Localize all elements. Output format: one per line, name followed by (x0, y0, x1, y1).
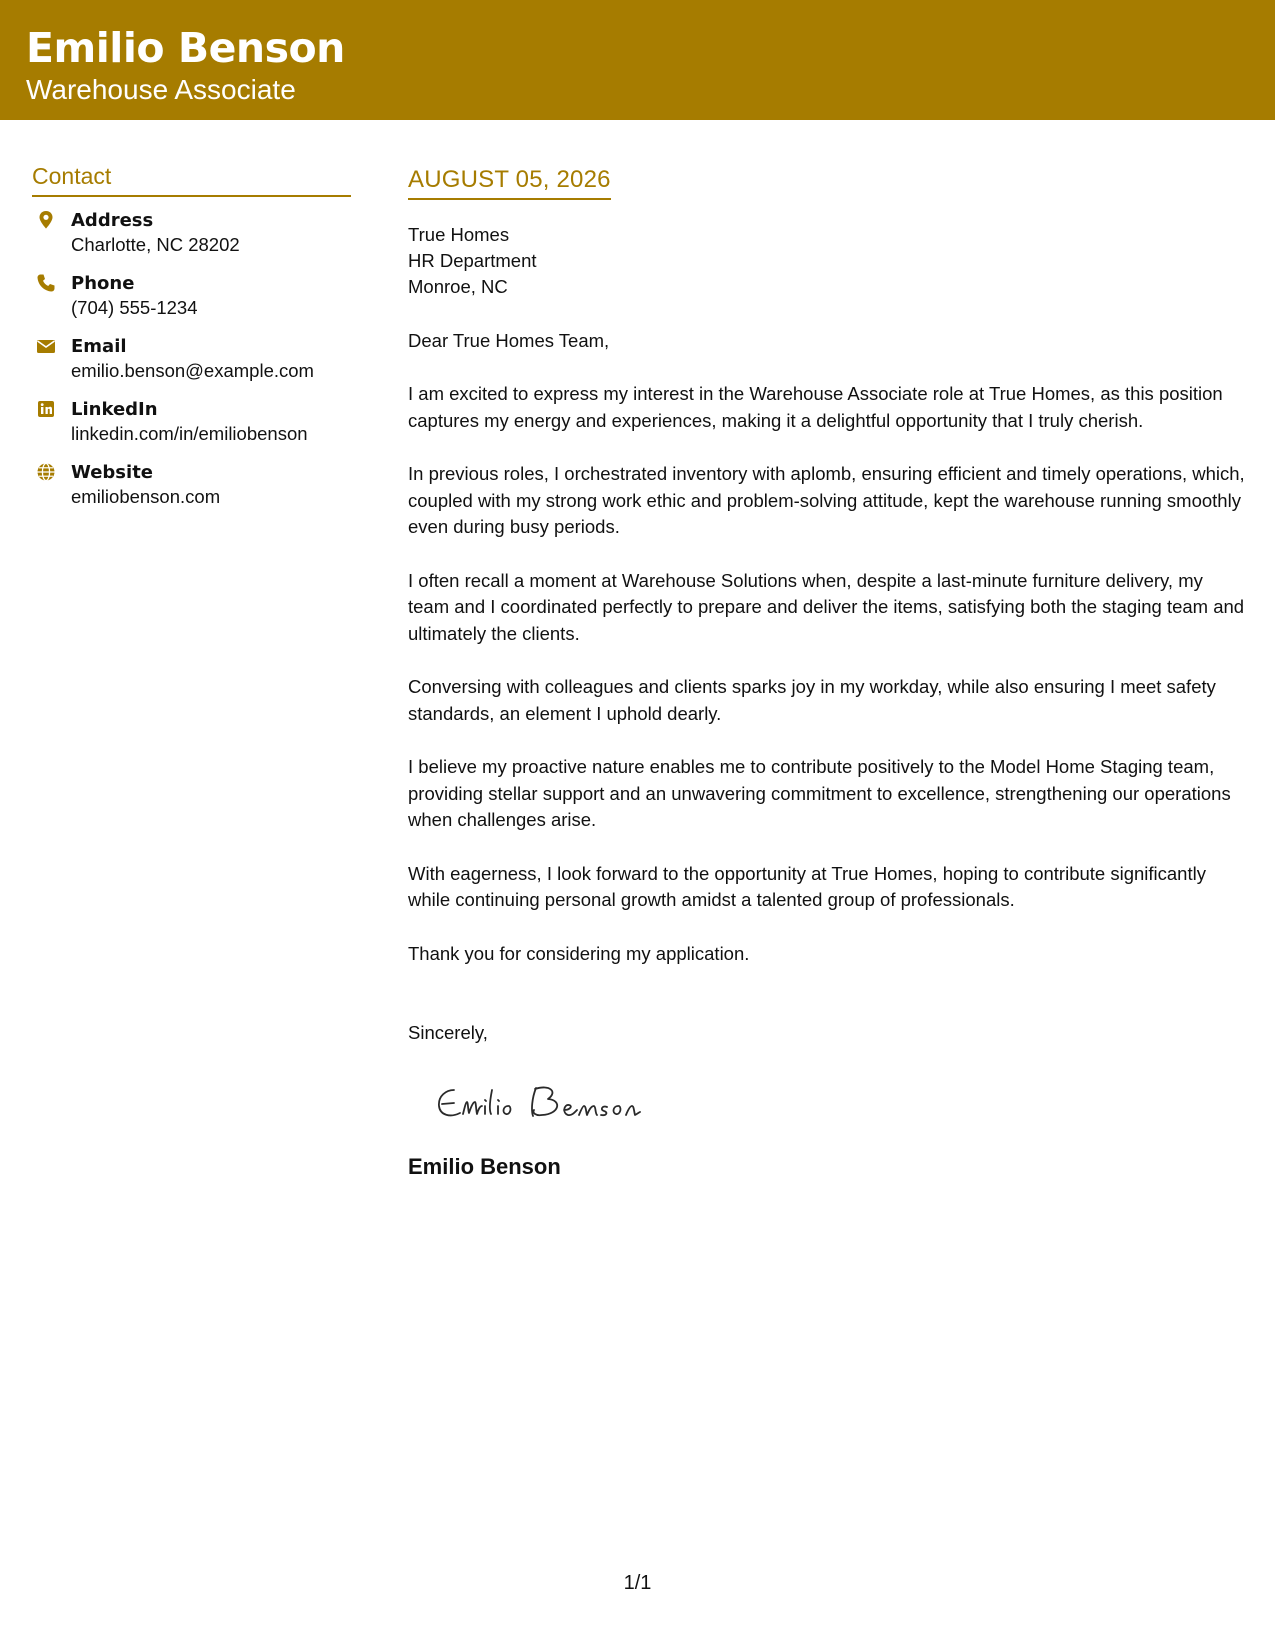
contact-item-linkedin (32, 398, 351, 461)
letter-paragraph: Conversing with colleagues and clients sparks joy in my workday, while also ensuring I meet safety standards, an element I uphold dearly. (408, 676, 1216, 724)
linkedin-icon (36, 399, 56, 419)
contact-label: Address (71, 210, 154, 231)
letter-date: AUGUST 05, 2026 (408, 166, 611, 200)
contact-item-website (32, 461, 351, 524)
job-title: Warehouse Associate (26, 74, 296, 105)
contact-item-email (32, 335, 351, 398)
contact-item-address (32, 209, 351, 272)
contact-sidebar (32, 163, 351, 524)
envelope-icon (36, 336, 56, 356)
letter-paragraph: I often recall a moment at Warehouse Solutions when, despite a last-minute furniture delivery, my team and I coordinated perfectly to prepare and deliver the items, satisfying both the staging team and ultimately the clients. (408, 569, 1245, 644)
contact-value[interactable]: emilio.benson@example.com (71, 360, 314, 381)
page-number: 1/1 (623, 1572, 652, 1594)
contact-item-phone (32, 272, 351, 335)
map-marker-icon (36, 210, 56, 230)
recipient-line: Monroe, NC (408, 276, 508, 297)
contact-value: Charlotte, NC 28202 (71, 234, 240, 255)
contact-value: (704) 555-1234 (71, 297, 198, 318)
contact-list (32, 209, 351, 524)
contact-value[interactable]: emiliobenson.com (71, 486, 221, 507)
header-banner (0, 0, 1275, 120)
contact-label: Website (71, 462, 154, 483)
letter-paragraph: In previous roles, I orchestrated inventory with aplomb, ensuring efficient and timely operations, which, coupled with my strong work ethic and problem-solving attitude, kept the warehouse running smoothly even during busy periods. (408, 463, 1245, 537)
letter-paragraph: I am excited to express my interest in the Warehouse Associate role at True Homes, as this position captures my energy and experiences, making it a delightful opportunity that I truly cherish. (408, 383, 1223, 431)
handwritten-signature (432, 1080, 672, 1130)
globe-icon (36, 462, 56, 482)
contact-value[interactable]: linkedin.com/in/emiliobenson (71, 423, 308, 444)
phone-icon (36, 273, 56, 293)
letter-paragraph: Thank you for considering my application. (408, 942, 750, 964)
recipient-line: HR Department (408, 250, 537, 271)
contact-label: LinkedIn (71, 399, 158, 420)
recipient-block (408, 222, 1248, 300)
letter-body (408, 166, 1248, 1180)
letter-closing: Sincerely, (408, 1022, 488, 1043)
letter-paragraph: With eagerness, I look forward to the opportunity at True Homes, hoping to contribute significantly while continuing personal growth amidst a talented group of professionals. (408, 862, 1206, 910)
letter-paragraph: I believe my proactive nature enables me to contribute positively to the Model Home Staging team, providing stellar support and an unwavering commitment to excellence, strengthening our operations when challenges arise. (408, 756, 1231, 830)
signer-name: Emilio Benson (408, 1154, 561, 1179)
contact-section-title: Contact (32, 163, 351, 197)
letter-greeting: Dear True Homes Team, (408, 330, 610, 351)
applicant-name: Emilio Benson (26, 24, 345, 72)
contact-label: Email (71, 336, 127, 357)
contact-label: Phone (71, 273, 135, 294)
recipient-line: True Homes (408, 224, 510, 245)
